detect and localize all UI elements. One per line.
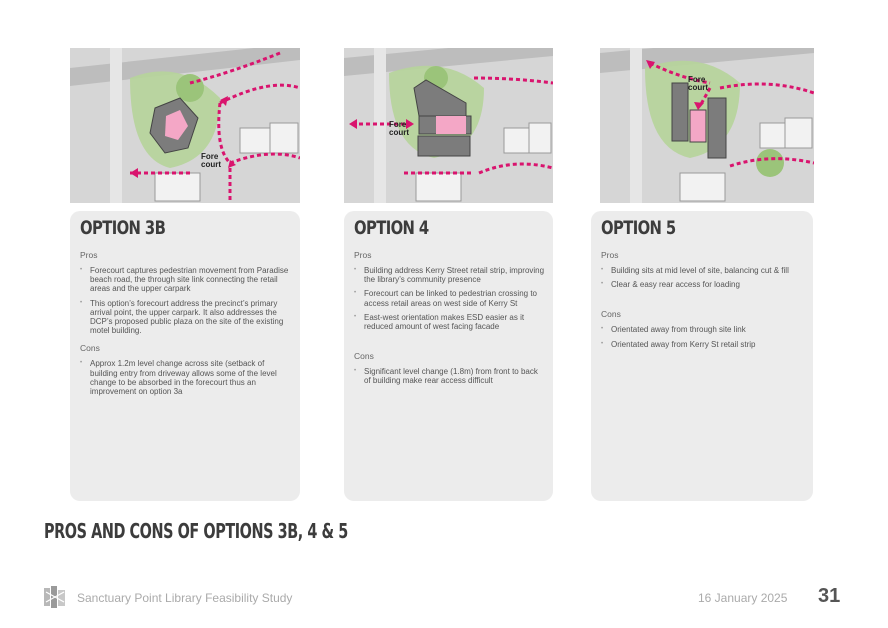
cons-label: Cons [80,343,100,354]
pros-item: • East-west orientation makes ESD easier as it reduced amount of west facing facade [354,313,545,331]
pros-item: • Forecourt captures pedestrian movement from Paradise beach road, the through site link connecting the retail areas and the upper carpark [80,266,292,294]
site-plan-option-3b [70,48,300,203]
cons-list [80,359,292,396]
pros-label: Pros [601,250,619,260]
option-title: OPTION 3B [80,217,166,239]
footer-document-title: Sanctuary Point Library Feasibility Study [77,591,293,605]
logo-icon [44,586,66,608]
pros-item: • Building sits at mid level of site, balancing cut & fill [601,266,805,275]
site-plan-option-5 [600,48,814,203]
option-card-3b [70,211,300,501]
cons-item: • Significant level change (1.8m) from front to back of building make rear access difficult [354,367,545,385]
map-label-fore: Fore [389,120,407,129]
option-title: OPTION 4 [354,217,429,239]
pros-label: Pros [80,250,98,260]
pros-item: • Clear & easy rear access for loading [601,280,805,289]
cons-label: Cons [601,309,621,320]
site-plan-option-4 [344,48,553,203]
map-label-court: court [688,83,708,92]
pros-list [80,266,292,335]
pros-list [354,266,545,331]
pros-item: • This option’s forecourt address the precinct’s primary arrival point, the upper carpark. It also addresses the DCP’s proposed public plaza on the site of the existing motel building. [80,299,292,336]
pros-list [601,266,805,289]
pros-label: Pros [354,250,372,260]
cons-list [354,367,545,385]
cons-label: Cons [354,351,374,362]
option-card-4 [344,211,553,501]
map-label-court: court [201,160,221,169]
footer-date: 16 January 2025 [698,591,788,605]
option-title: OPTION 5 [601,217,676,239]
page-heading: PROS AND CONS OF OPTIONS 3B, 4 & 5 [44,519,348,543]
cons-item: • Orientated away from Kerry St retail strip [601,340,805,349]
map-label-fore: Fore [688,75,706,84]
pros-item: • Building address Kerry Street retail strip, improving the library’s community presence [354,266,545,284]
cons-item: • Orientated away from through site link [601,325,805,334]
pros-item: • Forecourt can be linked to pedestrian crossing to access retail areas on west side of Kerry St [354,289,545,307]
map-label-fore: Fore [201,152,219,161]
option-card-5 [591,211,813,501]
cons-item: • Approx 1.2m level change across site (setback of building entry from driveway allows some of the level change to be absorbed in the forecourt thus an improvement on option 3a [80,359,292,396]
map-label-court: court [389,128,409,137]
page-number: 31 [818,585,841,607]
cons-list [601,325,805,348]
